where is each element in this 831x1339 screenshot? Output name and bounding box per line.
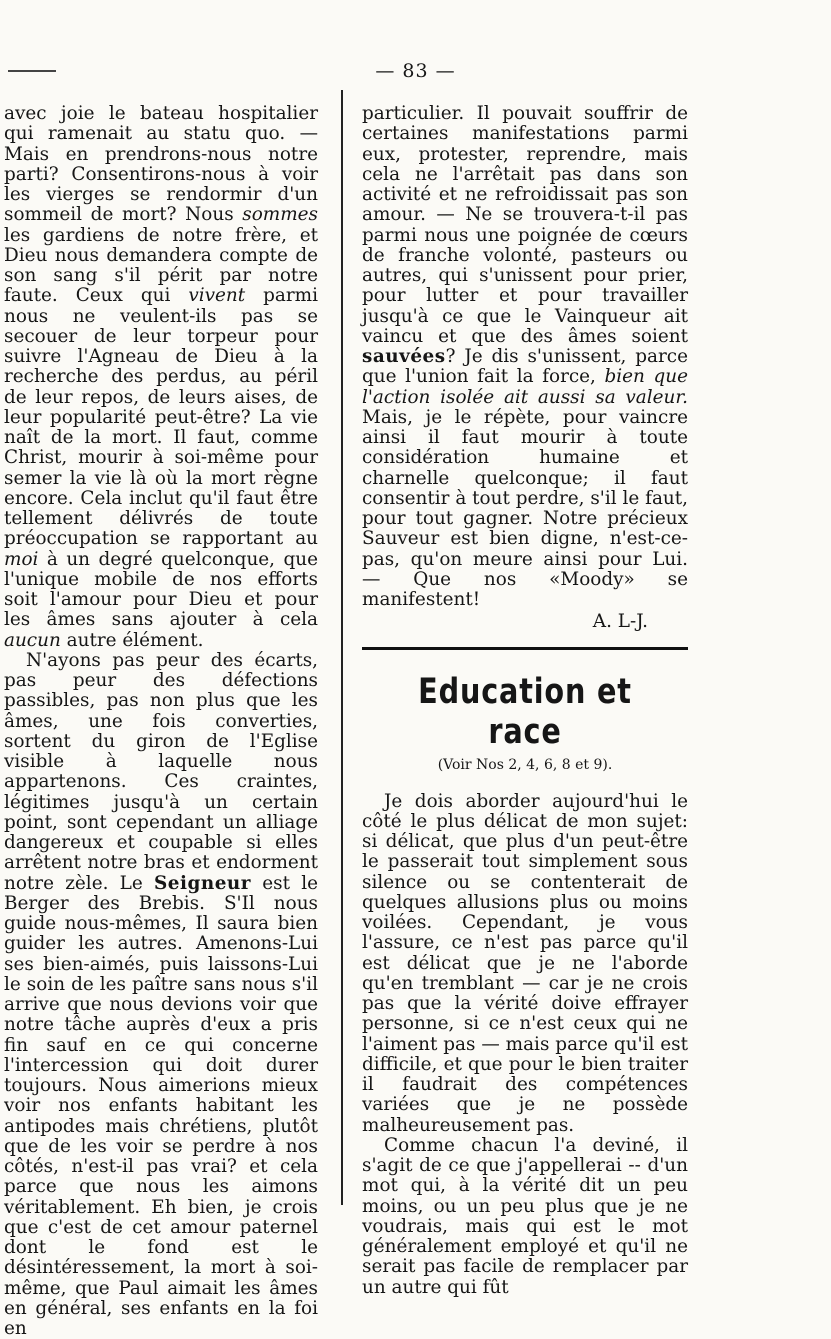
section-body — [362, 792, 688, 1298]
right-paragraph-1: particulier. Il pouvait souffrir de certaines manifestations parmi eux, protester, reprendre, mais cela ne l'arrêtait pas dans son activité et ne refroidissait pas son amour. — Ne se trouvera-t-il pas parmi nous une poignée de cœurs de franche volonté, pasteurs ou autres, qui s'unissent pour prier, pour lutter et pour travailler jusqu'à ce que le Vainqueur ait vaincu et que des âmes soient sauvées? Je dis s'unissent, parce que l'union fait la force, bien que l'action isolée ait aussi sa valeur. Mais, je le répète, pour vaincre ainsi il faut mourir à toute considération humaine et charnelle quelconque; il faut consentir à tout perdre, s'il le faut, pour tout gagner. Notre précieux Sauveur est bien digne, n'est-ce-pas, qu'on meure ainsi pour Lui. — Que nos «Moody» se manifestent! — [362, 103, 688, 610]
section-rule — [362, 647, 688, 650]
section-subtitle: (Voir Nos 2, 4, 6, 8 et 9). — [437, 756, 613, 773]
right-column — [362, 104, 688, 1298]
column-divider — [341, 90, 343, 1205]
page-number: — 83 — — [375, 60, 456, 82]
section-paragraph-2: Comme chacun l'a deviné, il s'agit de ce que j'appellerai -- d'un mot qui, à la vérité dit un peu moins, ou un peu plus que je ne voudrais, mais qui est le mot généralement employé et qu'il ne serait pas facile de remplacer par un autre qui fût — [362, 1134, 688, 1298]
author-signature: A. L-J. — [592, 611, 648, 633]
section-paragraph-1: Je dois aborder aujourd'hui le côté le plus délicat de mon sujet: si délicat, que plus d'un peut-être le passerait tout simplement sous silence ou se contenterait de quelques allusions plus ou moins voilées. Cependant, je vous l'assure, ce n'est pas parce qu'il est délicat que je ne l'aborde qu'en tremblant — car je ne crois pas que la vérité doive effrayer personne, si ce n'est ceux qui ne l'aiment pas — mais parce qu'il est difficile, et que pour le bien traiter il faudrait des compétences variées que je ne possède malheureusement pas. — [362, 790, 688, 1136]
left-column — [4, 104, 318, 1339]
left-paragraph-2: N'ayons pas peur des écarts, pas peur des défections passibles, pas non plus que les âmes, une fois converties, sortent du giron de l'Eglise visible à laquelle nous appartenons. Ces craintes, légitimes jusqu'à un certain point, sont cependant un alliage dangereux et coupable si elles arrêtent notre bras et endorment notre zèle. Le Seigneur est le Berger des Brebis. S'Il nous guide nous-mêmes, Il saura bien guider les autres. Amenons-Lui ses bien-aimés, puis laissons-Lui le soin de les paître sans nous s'il arrive que nous devions voir que notre tâche auprès d'eux a pris fin sauf en ce qui concerne l'intercession qui doit durer toujours. Nous aimerions mieux voir nos enfants habitant les antipodes mais chrétiens, plutôt que de les voir se perdre à nos côtés, n'est-il pas vrai? et cela parce que nous les aimons véritablement. Eh bien, je crois que c'est de cet amour paternel dont le fond est le désintéressement, la mort à soi-même, que Paul aimait les âmes en général, ses enfants en la foi en — [4, 649, 318, 1339]
section-title: Education et race — [418, 671, 632, 752]
left-paragraph-1: avec joie le bateau hospitalier qui ramenait au statu quo. — Mais en prendrons-nous notre parti? Consentirons-nous à voir les vierges se rendormir d'un sommeil de mort? Nous sommes les gardiens de notre frère, et Dieu nous demandera compte de son sang s'il périt par notre faute. Ceux qui vivent parmi nous ne veulent-ils pas se secouer de leur torpeur pour suivre l'Agneau de Dieu à la recherche des perdus, au péril de leur repos, de leurs aises, de leur popularité peut-être? La vie naît de la mort. Il faut, comme Christ, mourir à soi-même pour semer la vie là où la mort règne encore. Cela inclut qu'il faut être tellement délivrés de toute préoccupation se rapportant au moi à un degré quelconque, que l'unique mobile de nos efforts soit l'amour pour Dieu et pour les âmes sans ajouter à cela aucun autre élément. — [4, 103, 318, 651]
